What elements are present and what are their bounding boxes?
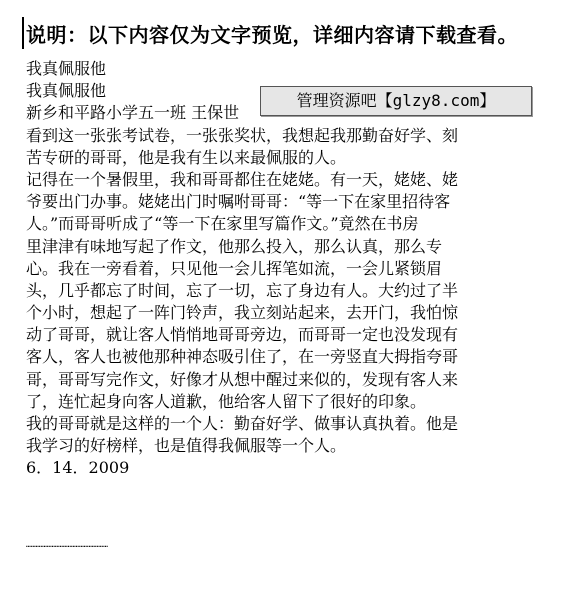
- trailing-dots: ……………………………………………: [26, 540, 108, 549]
- paragraph-line: 人。”而哥哥听成了“等一下在家里写篇作文。”竟然在书房: [26, 214, 419, 234]
- paragraph-line: 个小时，想起了一阵门铃声，我立刻站起来，去开门，我怕惊: [26, 303, 459, 323]
- document-body: [26, 58, 546, 480]
- paragraph-line: 客人，客人也被他那种神态吸引住了，在一旁竖直大拇指夸哥: [26, 347, 459, 367]
- header-rule: [22, 17, 24, 49]
- author-line: 新乡和平路小学五一班 王保世: [26, 103, 240, 123]
- site-watermark-label: 管理资源吧【glzy8.com】: [260, 86, 532, 116]
- paragraph-line: 了，连忙起身向客人道歉，他给客人留下了很好的印象。: [26, 391, 427, 411]
- paragraph-line: 看到这一张张考试卷，一张张奖状，我想起我那勤奋好学、刻: [26, 125, 459, 145]
- paragraph-line: 动了哥哥，就让客人悄悄地哥哥旁边，而哥哥一定也没发现有: [26, 325, 459, 345]
- date-line: 6．14．2009: [26, 458, 130, 478]
- paragraph-line: 里津津有味地写起了作文，他那么投入，那么认真，那么专: [26, 236, 443, 256]
- document-title: 我真佩服他: [26, 59, 107, 78]
- essay-title: 我真佩服他: [26, 81, 107, 101]
- paragraph-line: 爷要出门办事。姥姥出门时嘱咐哥哥：“等一下在家里招待客: [26, 192, 451, 212]
- paragraph-line: 记得在一个暑假里，我和哥哥都住在姥姥。有一天，姥姥、姥: [26, 169, 459, 189]
- paragraph-line: 头，几乎都忘了时间，忘了一切，忘了身边有人。大约过了半: [26, 280, 459, 300]
- paragraph-line: 心。我在一旁看着，只见他一会儿挥笔如流，一会儿紧锁眉: [26, 258, 443, 278]
- preview-notice: 说明：以下内容仅为文字预览，详细内容请下载查看。: [26, 23, 518, 47]
- paragraph-line: 哥，哥哥写完作文，好像才从想中醒过来似的，发现有客人来: [26, 369, 459, 389]
- paragraph-line: 苦专研的哥哥，他是我有生以来最佩服的人。: [26, 147, 347, 167]
- paragraph-line: 我的哥哥就是这样的一个人：勤奋好学、做事认真执着。他是: [26, 414, 459, 433]
- paragraph-line: 我学习的好榜样，也是值得我佩服等一个人。: [26, 436, 347, 456]
